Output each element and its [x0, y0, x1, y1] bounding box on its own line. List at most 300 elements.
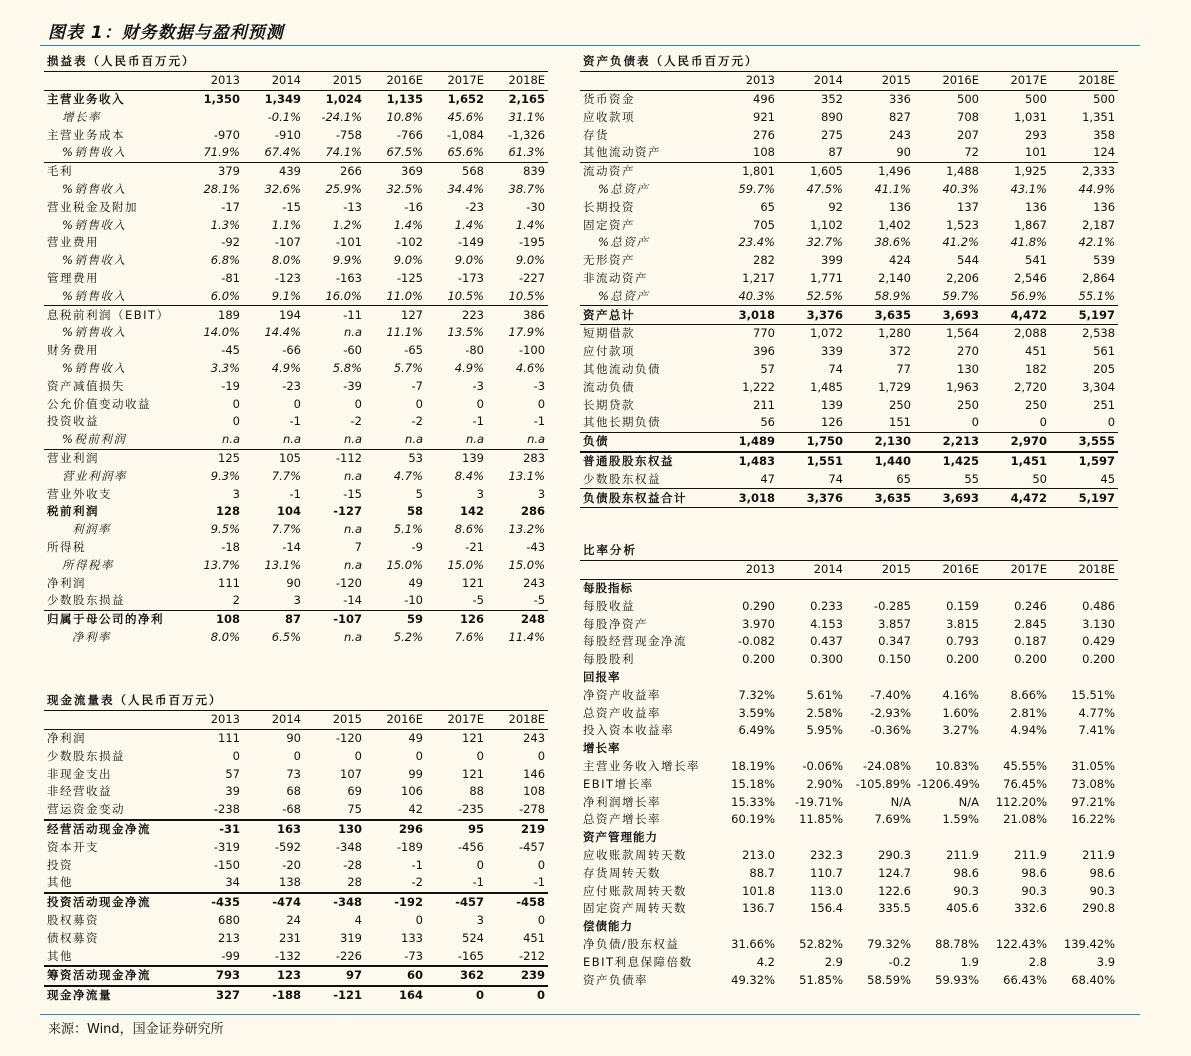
cell-value: 2: [182, 592, 243, 610]
cell-value: 500: [957, 91, 979, 106]
row-label: 总资产收益率: [583, 705, 661, 720]
cell-value: 1,564: [946, 326, 979, 341]
cell-value: 0: [232, 414, 240, 429]
cell-value: 49.32%: [731, 972, 775, 987]
cell-value: -9: [411, 539, 423, 554]
cell-value: 2,546: [1014, 270, 1047, 285]
balance-sheet-table: [580, 53, 1118, 508]
cell-value: 1,102: [810, 217, 843, 232]
cell-value: 61.3%: [487, 144, 548, 162]
table-row: [580, 651, 1118, 669]
cell-value: 8.4%: [454, 468, 484, 483]
cell-value: 0.200: [1082, 652, 1116, 667]
cell-value: [982, 829, 1050, 847]
cell-value: -100: [518, 343, 546, 358]
row-label: 投入资本收益率: [583, 723, 674, 738]
cell-value: -66: [282, 343, 301, 358]
table-row: [580, 287, 1118, 305]
table-row: [44, 342, 548, 360]
cell-value: 290.8: [1082, 901, 1116, 916]
row-label: 增长率: [583, 741, 621, 756]
cell-value: -73: [404, 948, 423, 963]
table-row: [580, 793, 1118, 811]
cell-value: 8.6%: [454, 522, 484, 537]
cell-value: 3: [476, 912, 484, 927]
cell-value: 1,451: [982, 452, 1050, 471]
cell-value: 243: [889, 127, 911, 142]
table-row: [44, 765, 548, 783]
cell-value: 708: [957, 109, 979, 124]
cell-value: 2.58%: [806, 705, 843, 720]
cell-value: 369: [401, 164, 423, 179]
cell-value: 1,605: [810, 164, 843, 179]
cell-value: [778, 669, 846, 687]
row-label: 主营业务成本: [47, 127, 125, 142]
cell-value: 231: [279, 930, 301, 945]
cell-value: 0: [293, 748, 301, 763]
table-row: [44, 126, 548, 144]
cell-value: 0: [1050, 414, 1118, 432]
cell-value: 332.6: [1014, 901, 1047, 916]
cell-value: -127: [333, 504, 362, 519]
row-label: EBIT增长率: [583, 776, 654, 791]
cell-value: 111: [218, 730, 240, 745]
cell-value: 568: [462, 164, 484, 179]
cell-value: 4.6%: [515, 360, 546, 375]
table-row: [580, 775, 1118, 793]
cell-value: 399: [821, 253, 843, 268]
cell-value: 136: [889, 199, 911, 214]
cell-value: [778, 829, 846, 847]
cell-value: 123: [243, 966, 304, 986]
cell-value: 1,729: [878, 379, 911, 394]
cell-value: -23: [465, 199, 484, 214]
row-label: 现金净流量: [44, 986, 182, 1005]
cell-value: 6.0%: [182, 287, 243, 305]
table-row: [44, 947, 548, 966]
table-row: [580, 396, 1118, 414]
cell-value: -43: [526, 539, 546, 554]
cell-value: 31.66%: [731, 936, 775, 951]
row-label: 负债: [583, 434, 609, 449]
row-label: 所得税率: [62, 557, 114, 572]
cell-value: 74: [828, 361, 843, 376]
cell-value: -278: [518, 802, 546, 817]
row-label: 所得税: [47, 539, 86, 554]
cell-value: 0: [537, 857, 546, 872]
cell-value: 3.970: [742, 616, 775, 631]
table-row: [44, 360, 548, 378]
cell-value: -195: [518, 235, 546, 250]
cell-value: 42.1%: [1078, 235, 1116, 250]
cell-value: -7.40%: [870, 687, 911, 702]
table-row: [44, 574, 548, 592]
cell-value: 56.9%: [982, 287, 1050, 305]
cell-value: n.a: [304, 431, 365, 449]
cell-value: 4,472: [982, 489, 1050, 508]
cell-value: 9.3%: [210, 468, 240, 483]
cell-value: 32.7%: [806, 235, 843, 250]
cell-value: 57: [225, 766, 240, 781]
cell-value: 1,496: [878, 164, 911, 179]
cell-value: 15.0%: [508, 557, 546, 572]
row-label: 货币资金: [583, 91, 635, 106]
table-row: [580, 378, 1118, 396]
year-header: 2014: [778, 560, 846, 579]
cell-value: [846, 918, 914, 936]
cell-value: -970: [213, 127, 240, 142]
table-row: [44, 198, 548, 216]
table-row: [580, 144, 1118, 162]
cell-value: 705: [753, 217, 775, 232]
cell-value: -0.2: [888, 954, 911, 969]
year-header: 2016E: [365, 71, 426, 90]
cell-value: 138: [279, 875, 301, 890]
row-label: 净利润增长率: [583, 794, 661, 809]
section-title-row: [580, 53, 1118, 71]
cell-value: 1,024: [325, 91, 362, 106]
cell-value: 0: [354, 748, 362, 763]
row-label: 应收账款周转天数: [583, 847, 687, 862]
cell-value: 1,963: [946, 379, 979, 394]
cell-value: -3: [533, 378, 546, 393]
row-label: 投资: [47, 857, 73, 872]
table-row: [580, 918, 1118, 936]
cell-value: 5.7%: [393, 360, 423, 375]
cell-value: -189: [396, 839, 423, 854]
cell-value: 75: [347, 802, 362, 817]
row-label: 普通股股东权益: [580, 452, 710, 471]
table-row: [44, 90, 548, 108]
row-label: 负债股东权益合计: [580, 489, 710, 508]
cell-value: 3,376: [778, 489, 846, 508]
row-label: 毛利: [47, 164, 73, 179]
cell-value: 156.4: [810, 901, 843, 916]
table-row: [580, 900, 1118, 918]
cell-value: 2.81%: [1010, 705, 1047, 720]
cell-value: [1050, 918, 1118, 936]
table-row: [44, 912, 548, 930]
cell-value: 189: [218, 307, 240, 322]
cell-value: 3.815: [946, 616, 979, 631]
table-row: [580, 615, 1118, 633]
cell-value: 69: [347, 784, 362, 799]
cell-value: -7: [411, 378, 423, 393]
table-row: [44, 181, 548, 199]
cell-value: -2: [411, 875, 423, 890]
cell-value: 0: [232, 396, 240, 411]
cell-value: 213.0: [742, 847, 775, 862]
cell-value: -457: [426, 893, 487, 912]
cell-value: 136.7: [742, 901, 775, 916]
cell-value: 2,187: [1082, 217, 1116, 232]
row-label: 非流动资产: [583, 270, 648, 285]
cell-value: 65: [760, 199, 775, 214]
cell-value: 3.9: [1096, 954, 1116, 969]
cell-value: 3,635: [846, 489, 914, 508]
row-label: 净负债/股东权益: [583, 936, 680, 951]
cell-value: 28: [347, 875, 362, 890]
cell-value: 47: [710, 470, 778, 488]
cell-value: 104: [276, 504, 301, 519]
cell-value: -348: [304, 893, 365, 912]
row-label: 应付款项: [583, 344, 635, 359]
cell-value: 124.7: [878, 865, 911, 880]
cell-value: 250: [1025, 397, 1047, 412]
table-row: [44, 216, 548, 234]
cell-value: 113.0: [810, 883, 843, 898]
cell-value: 10.8%: [386, 109, 423, 124]
cell-value: 58: [406, 504, 423, 519]
cell-value: [914, 918, 982, 936]
cell-value: 1,551: [778, 452, 846, 471]
cell-value: 45.55%: [1003, 758, 1047, 773]
cell-value: 379: [218, 164, 240, 179]
cell-value: -2.93%: [870, 705, 911, 720]
cell-value: 0: [476, 748, 484, 763]
cell-value: 65: [846, 470, 914, 488]
cell-value: 405.6: [946, 901, 979, 916]
cell-value: -20: [282, 857, 301, 872]
cell-value: 232.3: [810, 847, 843, 862]
table-row: [580, 864, 1118, 882]
cell-value: 239: [487, 966, 548, 986]
cell-value: 53: [408, 450, 423, 465]
cell-value: 6.8%: [210, 253, 240, 268]
table-row: [44, 503, 548, 521]
cell-value: 73.08%: [1071, 776, 1116, 791]
row-label: 其他: [47, 948, 73, 963]
cell-value: 59.7%: [914, 287, 982, 305]
cell-value: 4: [354, 912, 362, 927]
table-row: [580, 361, 1118, 379]
year-header-row: [580, 560, 1118, 579]
cell-value: -68: [282, 802, 301, 817]
row-label: 每股指标: [583, 580, 633, 595]
cell-value: -212: [518, 948, 546, 963]
cell-value: 0.200: [742, 652, 775, 667]
cell-value: -758: [335, 127, 362, 142]
cell-value: 7.6%: [454, 629, 484, 644]
year-header: 2015: [846, 560, 914, 579]
cell-value: 57: [760, 361, 775, 376]
cell-value: 136: [1093, 199, 1116, 214]
table-row: [44, 144, 548, 162]
table-row: [44, 377, 548, 395]
cell-value: -120: [335, 730, 362, 745]
cell-value: 0: [914, 414, 982, 432]
row-label: 资产减值损失: [47, 378, 125, 393]
row-label: 无形资产: [583, 253, 635, 268]
cell-value: 15.0%: [386, 557, 423, 572]
cell-value: 561: [1093, 344, 1116, 359]
source-note: 来源：Wind，国金证券研究所: [48, 1022, 224, 1037]
cell-value: 111: [218, 575, 240, 590]
cell-value: -102: [396, 235, 423, 250]
cell-value: 127: [401, 307, 423, 322]
cell-value: 248: [521, 612, 546, 627]
cell-value: 130: [957, 361, 979, 376]
cell-value: 362: [426, 966, 487, 986]
cell-value: 451: [523, 930, 546, 945]
table-row: [580, 270, 1118, 288]
cell-value: [710, 579, 778, 597]
cell-value: 266: [340, 164, 362, 179]
cell-value: 31.05%: [1071, 758, 1116, 773]
row-label: 资产总计: [580, 306, 710, 325]
cell-value: 87: [778, 144, 846, 162]
cell-value: -1: [411, 857, 423, 872]
cell-value: 45: [1050, 470, 1118, 488]
row-label: %总资产: [598, 235, 650, 250]
row-label: 净利润: [47, 730, 86, 745]
cell-value: 122.6: [878, 883, 911, 898]
cell-value: 0.159: [946, 598, 979, 613]
cell-value: 3: [232, 486, 240, 501]
cell-value: 0: [415, 748, 423, 763]
cell-value: 25.9%: [325, 181, 362, 196]
cell-value: 2,970: [1010, 434, 1047, 449]
cell-value: -101: [335, 235, 362, 250]
cell-value: -19: [221, 378, 240, 393]
section-title-row: [44, 692, 548, 710]
row-label: 其他流动负债: [583, 361, 661, 376]
row-label: 税前利润: [47, 504, 99, 519]
cell-value: 1.1%: [271, 217, 301, 232]
cell-value: 5: [415, 486, 423, 501]
cell-value: 52.5%: [778, 287, 846, 305]
cell-value: 770: [753, 326, 775, 341]
cell-value: 13.7%: [203, 557, 240, 572]
year-header: 2017E: [982, 71, 1050, 90]
table-row: [580, 234, 1118, 252]
row-label: 资产负债率: [583, 972, 648, 987]
table-row: [44, 467, 548, 485]
cell-value: 352: [821, 91, 843, 106]
row-label: %销售收入: [44, 287, 182, 305]
cell-value: 372: [889, 344, 911, 359]
cell-value: 4.9%: [454, 360, 484, 375]
cell-value: -21: [465, 539, 484, 554]
cell-value: 680: [218, 912, 240, 927]
row-label: 净资产收益率: [583, 687, 661, 702]
cell-value: 16.0%: [304, 287, 365, 305]
cell-value: 1.59%: [942, 812, 979, 827]
row-label: %销售收入: [62, 217, 127, 232]
cell-value: -1: [289, 414, 301, 429]
cell-value: 3: [476, 486, 484, 501]
cell-value: -112: [335, 450, 362, 465]
cell-value: 2.90%: [806, 776, 843, 791]
cell-value: -458: [487, 893, 548, 912]
cell-value: 7.32%: [738, 687, 775, 702]
cell-value: 194: [279, 307, 301, 322]
table-row: [44, 556, 548, 574]
cell-value: 9.0%: [393, 253, 423, 268]
row-label: 其他长期负债: [580, 414, 710, 432]
cell-value: 0.437: [810, 634, 843, 649]
cell-value: 59.7%: [738, 181, 775, 196]
cell-value: 43.1%: [1010, 181, 1047, 196]
cell-value: 839: [523, 164, 546, 179]
cell-value: 243: [523, 575, 546, 590]
cell-value: 121: [462, 730, 484, 745]
cell-value: 250: [889, 397, 911, 412]
cell-value: [710, 918, 778, 936]
cell-value: 9.0%: [515, 253, 546, 268]
row-label: 净利率: [72, 629, 111, 644]
cell-value: n.a: [182, 431, 243, 449]
cell-value: 68.40%: [1071, 972, 1116, 987]
cell-value: 15.33%: [731, 794, 775, 809]
cell-value: 133: [401, 930, 423, 945]
cell-value: 8.0%: [210, 629, 240, 644]
table-row: [580, 633, 1118, 651]
table-row: [44, 234, 548, 252]
cell-value: 0: [476, 396, 484, 411]
cell-value: -10: [365, 592, 426, 610]
cell-value: 211.9: [1082, 847, 1116, 862]
cell-value: 60.19%: [731, 812, 775, 827]
cell-value: 5.1%: [393, 522, 423, 537]
cell-value: 108: [710, 144, 778, 162]
cell-value: 130: [304, 820, 365, 839]
cell-value: 13.1%: [508, 468, 546, 483]
cell-value: 3.857: [878, 616, 911, 631]
table-row: [44, 929, 548, 947]
cell-value: 90.3: [953, 883, 979, 898]
section-title: 资产负债表（人民币百万元）: [580, 53, 1118, 71]
table-row: [44, 801, 548, 820]
cell-value: -99: [221, 948, 240, 963]
year-header: 2017E: [982, 560, 1050, 579]
cell-value: -3: [472, 378, 484, 393]
cell-value: 13.1%: [264, 557, 301, 572]
cell-value: 293: [1025, 127, 1047, 142]
cell-value: 296: [365, 820, 426, 839]
cell-value: -16: [404, 199, 423, 214]
row-label: %销售收入: [44, 144, 182, 162]
year-header: 2018E: [1050, 560, 1118, 579]
cell-value: -28: [343, 857, 362, 872]
cell-value: 77: [896, 361, 911, 376]
table-row: [44, 162, 548, 180]
year-header: 2013: [710, 71, 778, 90]
cell-value: 2,165: [508, 91, 546, 106]
cell-value: -149: [457, 235, 484, 250]
cell-value: 6.5%: [271, 629, 301, 644]
cell-value: 98.6: [953, 865, 979, 880]
row-label: 回报率: [583, 669, 621, 684]
cell-value: 125: [218, 450, 240, 465]
cell-value: 496: [753, 91, 775, 106]
cell-value: 1.60%: [942, 705, 979, 720]
cell-value: 0.246: [1014, 598, 1047, 613]
cell-value: 2,213: [942, 434, 979, 449]
cell-value: 24: [286, 912, 301, 927]
cell-value: 539: [1093, 253, 1116, 268]
cell-value: -456: [457, 839, 484, 854]
cell-value: 0.233: [810, 598, 843, 613]
cell-value: 122.43%: [995, 936, 1047, 951]
year-header: 2015: [846, 71, 914, 90]
cell-value: 1,488: [946, 164, 979, 179]
row-label: 长期投资: [583, 199, 635, 214]
cell-value: 3.27%: [942, 723, 979, 738]
table-row: [580, 198, 1118, 216]
cell-value: 439: [279, 164, 301, 179]
year-header: 2017E: [426, 710, 487, 729]
